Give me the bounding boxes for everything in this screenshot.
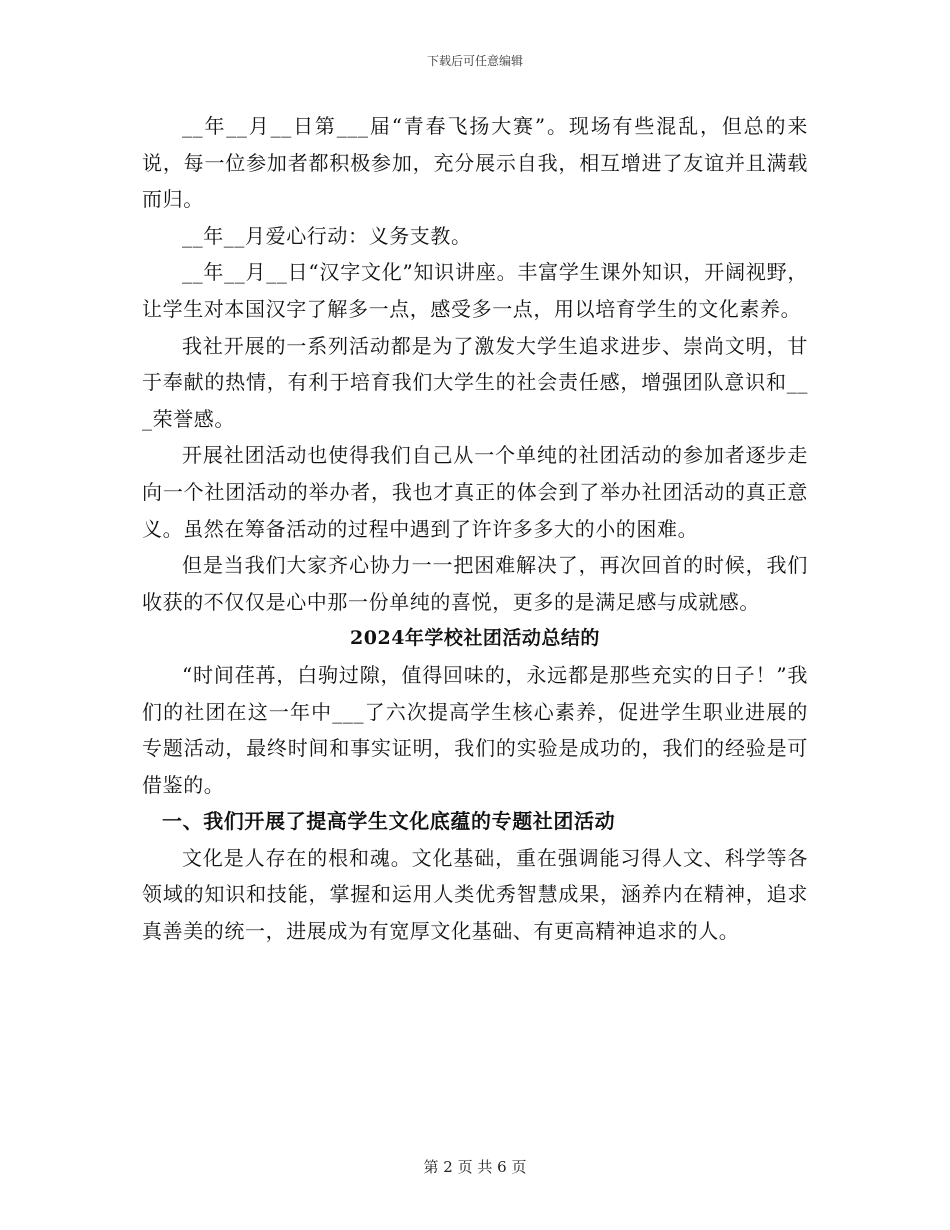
paragraph-organizer-experience: 开展社团活动也使得我们自己从一个单纯的社团活动的参加者逐步走向一个社团活动的举办者，我也才真正的体会到了举办社团活动的真正意义。虽然在筹备活动的过程中遇到了许许多多大的小的困难。 xyxy=(142,443,808,541)
paragraph-chinese-character-lecture: __年__月__日“汉字文化”知识讲座。丰富学生课外知识，开阔视野，让学生对本国汉字了解多一点，感受多一点，用以培育学生的文化素养。 xyxy=(142,260,808,321)
page-number-footer: 第 2 页 共 6 页 xyxy=(423,1158,527,1176)
section-title: 2024年学校社团活动总结的 xyxy=(350,627,600,650)
paragraph-youth-contest: __年__月__日第___届“青春飞扬大赛”。现场有些混乱，但总的来说，每一位参加者都积极参加，充分展示自我，相互增进了友谊并且满载而归。 xyxy=(142,114,808,212)
page-header: 下载后可任意编辑 xyxy=(426,54,523,68)
paragraph-achievement: 但是当我们大家齐心协力一一把困难解决了，再次回首的时候，我们收获的不仅仅是心中那一份单纯的喜悦，更多的是满足感与成就感。 xyxy=(142,553,808,614)
document-body xyxy=(142,108,808,950)
paragraph-intro-quote: “时间荏苒，白驹过隙，值得回味的，永远都是那些充实的日子！”我们的社团在这一年中___了六次提高学生核心素养，促进学生职业进展的专题活动，最终时间和事实证明，我们的实验是成功的，我们的经验是可借鉴的。 xyxy=(142,662,808,797)
paragraph-culture-definition: 文化是人存在的根和魂。文化基础，重在强调能习得人文、科学等各领域的知识和技能，掌握和运用人类优秀智慧成果，涵养内在精神，追求真善美的统一，进展成为有宽厚文化基础、有更高精神追求的人。 xyxy=(142,845,808,944)
paragraph-volunteer-teaching: __年__月爱心行动：义务支教。 xyxy=(182,223,472,248)
paragraph-activity-purpose: 我社开展的一系列活动都是为了激发大学生追求进步、崇尚文明，甘于奉献的热情，有利于培育我们大学生的社会责任感，增强团队意识和___荣誉感。 xyxy=(142,333,808,431)
subheading-culture-activities: 一、我们开展了提高学生文化底蕴的专题社团活动 xyxy=(162,809,616,834)
